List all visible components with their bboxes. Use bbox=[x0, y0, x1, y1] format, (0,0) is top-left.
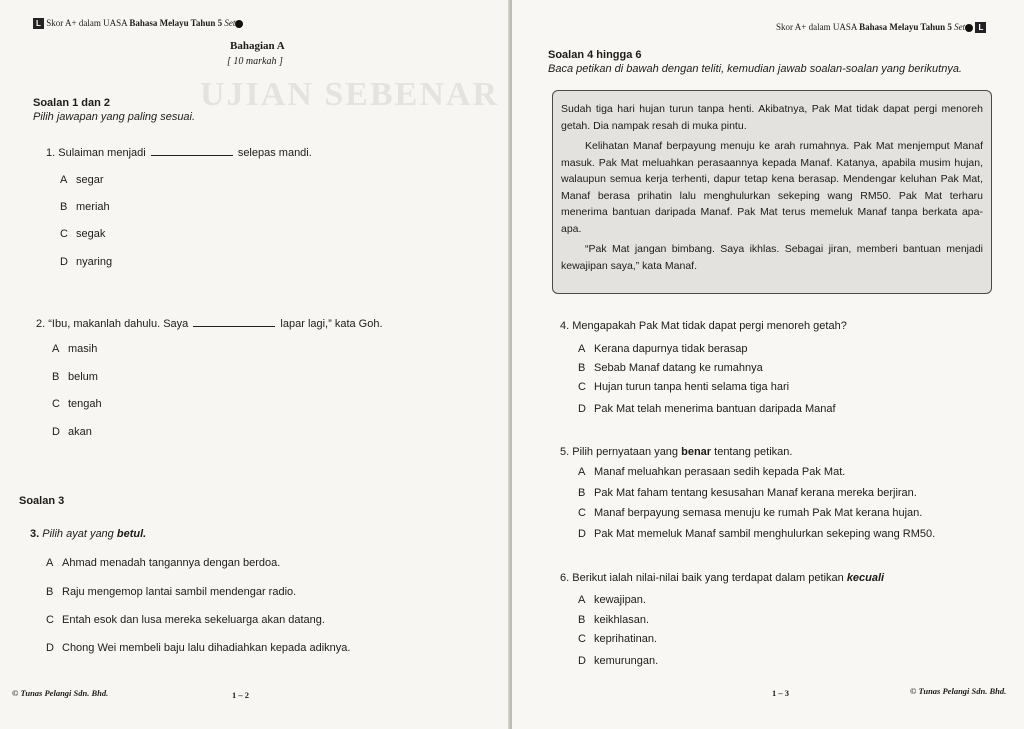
option-letter: A bbox=[578, 466, 586, 478]
option-text: Kerana dapurnya tidak berasap bbox=[594, 343, 748, 355]
question-stem-emphasis: benar bbox=[681, 446, 712, 458]
set-label: Set bbox=[224, 18, 236, 28]
passage-paragraph: Kelihatan Manaf berpayung menuju ke arah rumahnya. Pak Mat menjemput Manaf masuk. Pak Mat meluahkan perasaannya kepada Manaf. Katanya, apabila musim hujan, walaupun semua kerja terhenti, dapur tetap kena berasap. Mendengar keluhan Pak Mat, Manaf berasa prihatin lalu menghulurkan sekeping wang RM50. Pak Mat terharu menerima bantuan daripada Manaf. Pak Mat terus memeluk Manaf tanpa berkata apa-apa. bbox=[561, 140, 983, 235]
passage-paragraph: “Pak Mat jangan bimbang. Saya ikhlas. Sebagai jiran, memberi bantuan menjadi kewajipan saya,” kata Manaf. bbox=[561, 243, 983, 272]
option-text: masih bbox=[68, 343, 98, 355]
option-text: Hujan turun tanpa henti selama tiga hari bbox=[594, 381, 790, 393]
option-c[interactable] bbox=[60, 228, 105, 240]
question-4 bbox=[560, 320, 847, 332]
option-letter: B bbox=[60, 201, 68, 213]
option-text: akan bbox=[68, 426, 92, 438]
section-marks: [ 10 markah ] bbox=[227, 56, 283, 67]
question-stem: Sulaiman menjadi bbox=[58, 147, 146, 159]
option-letter: B bbox=[578, 614, 586, 626]
option-letter: C bbox=[578, 381, 586, 393]
option-letter: A bbox=[60, 174, 68, 186]
option-text: Sebab Manaf datang ke rumahnya bbox=[594, 362, 763, 374]
publisher-footer: © Tunas Pelangi Sdn. Bhd. bbox=[12, 688, 109, 698]
option-letter: D bbox=[578, 528, 586, 540]
option-b[interactable] bbox=[60, 201, 110, 213]
option-text: segar bbox=[76, 174, 104, 186]
option-letter: C bbox=[578, 507, 586, 519]
option-text: Manaf meluahkan perasaan sedih kepada Pak Mat. bbox=[594, 466, 846, 478]
question-number: 3. bbox=[30, 528, 40, 540]
book-title: Skor A+ dalam UASA bbox=[46, 18, 128, 28]
option-b[interactable] bbox=[578, 487, 917, 499]
option-text: kemurungan. bbox=[594, 655, 659, 667]
option-d[interactable] bbox=[578, 528, 935, 540]
subject-title: Bahasa Melayu Tahun 5 bbox=[859, 22, 952, 32]
page-header bbox=[33, 18, 243, 29]
question-6 bbox=[560, 572, 884, 584]
set-dot-icon bbox=[965, 24, 973, 32]
option-d[interactable] bbox=[578, 403, 836, 415]
question-number: 1. bbox=[46, 147, 56, 159]
option-letter: D bbox=[46, 642, 54, 654]
option-letter: A bbox=[46, 557, 54, 569]
question-1 bbox=[46, 146, 312, 159]
option-a[interactable] bbox=[578, 466, 845, 478]
question-2 bbox=[36, 317, 383, 330]
set-label: Set bbox=[954, 22, 966, 32]
option-text: meriah bbox=[76, 201, 110, 213]
option-text: Pak Mat telah menerima bantuan daripada Manaf bbox=[594, 403, 836, 415]
question-5 bbox=[560, 446, 792, 458]
option-text: Pak Mat faham tentang kesusahan Manaf kerana mereka berjiran. bbox=[594, 487, 917, 499]
q4-6-heading: Soalan 4 hingga 6 bbox=[548, 49, 642, 61]
question-number: 6. bbox=[560, 572, 570, 584]
left-page bbox=[0, 0, 510, 729]
option-letter: B bbox=[52, 371, 60, 383]
question-stem: selepas mandi. bbox=[237, 147, 312, 159]
page-header bbox=[776, 22, 986, 33]
option-b[interactable] bbox=[578, 614, 649, 626]
option-text: kewajipan. bbox=[594, 594, 646, 606]
option-letter: D bbox=[52, 426, 60, 438]
q4-6-instruction: Baca petikan di bawah dengan teliti, kemudian jawab soalan-soalan yang berikutnya. bbox=[548, 63, 962, 75]
q1-2-heading: Soalan 1 dan 2 bbox=[33, 97, 111, 109]
option-letter: D bbox=[60, 256, 68, 268]
option-text: Entah esok dan lusa mereka sekeluarga akan datang. bbox=[62, 614, 325, 626]
option-letter: B bbox=[578, 487, 586, 499]
section-title: Bahagian A bbox=[230, 40, 285, 52]
option-text: Manaf berpayung semasa menuju ke rumah Pak Mat kerana hujan. bbox=[594, 507, 923, 519]
question-stem: “Ibu, makanlah dahulu. Saya bbox=[48, 318, 189, 330]
option-text: keprihatinan. bbox=[594, 633, 657, 645]
option-a[interactable] bbox=[578, 594, 646, 606]
option-text: tengah bbox=[68, 398, 102, 410]
question-number: 4. bbox=[560, 320, 570, 332]
set-dot-icon bbox=[235, 20, 243, 28]
question-stem-emphasis: kecuali bbox=[846, 572, 885, 584]
option-letter: C bbox=[578, 633, 586, 645]
question-stem: Mengapakah Pak Mat tidak dapat pergi menoreh getah? bbox=[572, 320, 847, 332]
option-b[interactable] bbox=[52, 371, 98, 383]
option-b[interactable] bbox=[578, 362, 763, 374]
question-stem: Berikut ialah nilai-nilai baik yang terdapat dalam petikan bbox=[572, 572, 844, 584]
option-text: nyaring bbox=[76, 256, 113, 268]
option-a[interactable] bbox=[60, 174, 104, 186]
question-stem: Pilih pernyataan yang bbox=[572, 446, 679, 458]
reading-passage bbox=[552, 90, 992, 294]
page-number: 1 – 3 bbox=[772, 688, 789, 698]
option-b[interactable] bbox=[46, 586, 296, 598]
option-text: Chong Wei membeli baju lalu dihadiahkan kepada adiknya. bbox=[62, 642, 351, 654]
option-letter: B bbox=[578, 362, 586, 374]
publisher-logo-icon: L bbox=[975, 22, 986, 33]
option-letter: D bbox=[578, 655, 586, 667]
option-d[interactable] bbox=[578, 655, 658, 667]
option-text: segak bbox=[76, 228, 106, 240]
publisher-logo-icon: L bbox=[33, 18, 44, 29]
option-letter: A bbox=[52, 343, 60, 355]
option-letter: C bbox=[52, 398, 60, 410]
option-letter: C bbox=[60, 228, 68, 240]
answer-blank bbox=[151, 146, 233, 156]
option-letter: C bbox=[46, 614, 54, 626]
option-letter: A bbox=[578, 594, 586, 606]
subject-title: Bahasa Melayu Tahun 5 bbox=[129, 18, 223, 28]
option-a[interactable] bbox=[578, 343, 748, 355]
right-page bbox=[512, 0, 1024, 729]
q3-heading: Soalan 3 bbox=[19, 495, 65, 507]
show-through-text: UJIAN SEBENAR bbox=[200, 76, 499, 113]
page-number: 1 – 2 bbox=[232, 690, 249, 700]
option-c[interactable] bbox=[578, 633, 657, 645]
option-d[interactable] bbox=[46, 642, 350, 654]
publisher-footer: © Tunas Pelangi Sdn. Bhd. bbox=[910, 686, 1007, 696]
option-text: keikhlasan. bbox=[594, 614, 650, 626]
option-letter: D bbox=[578, 403, 586, 415]
option-text: Ahmad menadah tangannya dengan berdoa. bbox=[62, 557, 281, 569]
option-d[interactable] bbox=[52, 426, 92, 438]
question-number: 5. bbox=[560, 446, 570, 458]
option-text: belum bbox=[68, 371, 98, 383]
option-c[interactable] bbox=[46, 614, 325, 626]
question-3 bbox=[30, 528, 146, 540]
option-letter: A bbox=[578, 343, 586, 355]
question-number: 2. bbox=[36, 318, 46, 330]
question-instruction: Pilih ayat yang bbox=[42, 528, 114, 540]
option-a[interactable] bbox=[46, 557, 280, 569]
question-stem: lapar lagi,” kata Goh. bbox=[280, 318, 383, 330]
option-letter: B bbox=[46, 586, 54, 598]
option-d[interactable] bbox=[60, 256, 112, 268]
question-stem: tentang petikan. bbox=[714, 446, 793, 458]
option-a[interactable] bbox=[52, 343, 97, 355]
option-text: Raju mengemop lantai sambil mendengar radio. bbox=[62, 586, 297, 598]
option-c[interactable] bbox=[52, 398, 102, 410]
book-title: Skor A+ dalam UASA bbox=[776, 22, 857, 32]
option-text: Pak Mat memeluk Manaf sambil menghulurkan sekeping wang RM50. bbox=[594, 528, 936, 540]
passage-paragraph: Sudah tiga hari hujan turun tanpa henti. Akibatnya, Pak Mat tidak dapat pergi menoreh getah. Dia nampak resah di muka pintu. bbox=[561, 103, 983, 132]
answer-blank bbox=[193, 317, 275, 327]
q1-2-instruction: Pilih jawapan yang paling sesuai. bbox=[33, 111, 196, 123]
option-c[interactable] bbox=[578, 381, 789, 393]
option-c[interactable] bbox=[578, 507, 922, 519]
question-instruction-emphasis: betul. bbox=[116, 528, 147, 540]
